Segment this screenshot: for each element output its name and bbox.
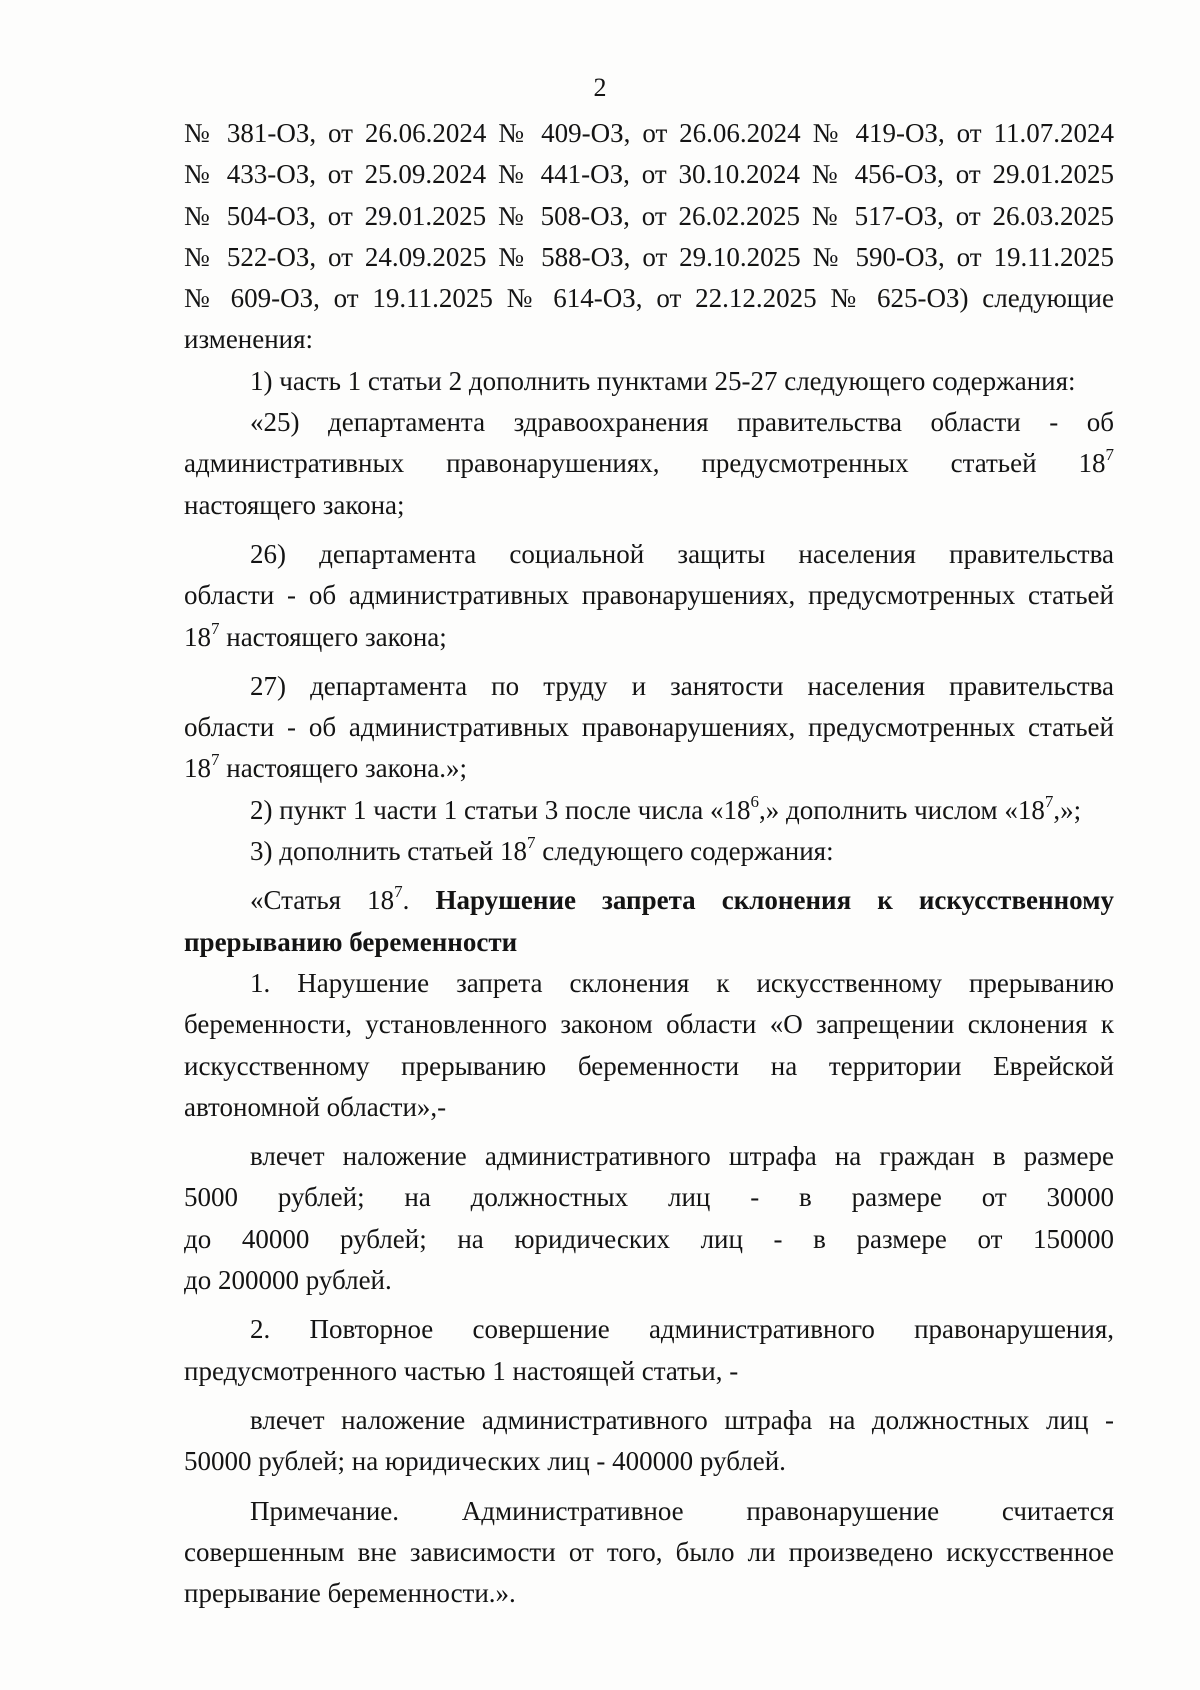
- part-2: [184, 1309, 1114, 1482]
- paragraph-25: [184, 402, 1114, 526]
- item-1: 1) часть 1 статьи 2 дополнить пунктами 25-27 следующего содержания:: [250, 365, 1076, 396]
- document-body: [184, 113, 1114, 1614]
- text-line: № 381-ОЗ, от 26.06.2024 № 409-ОЗ, от 26.06.2024 № 419-ОЗ, от 11.07.2024: [184, 118, 1114, 148]
- text-line: до 200000 рублей.: [184, 1265, 392, 1296]
- part-1: [184, 963, 1114, 1301]
- text-line: влечет наложение административного штрафа на граждан в размере: [250, 1141, 1114, 1172]
- text-line: до 40000 рублей; на юридических лиц - в размере от 150000: [184, 1223, 1114, 1254]
- text-line: предусмотренного частью 1 настоящей статьи, -: [184, 1355, 739, 1386]
- text-line: № 522-ОЗ, от 24.09.2025 № 588-ОЗ, от 29.10.2025 № 590-ОЗ, от 19.11.2025: [184, 241, 1114, 272]
- text-line: области - об административных правонарушениях, предусмотренных статьей: [184, 712, 1114, 743]
- text-line: изменения:: [184, 324, 314, 355]
- text-line: № 433-ОЗ, от 25.09.2024 № 441-ОЗ, от 30.10.2024 № 456-ОЗ, от 29.01.2025: [184, 159, 1114, 190]
- text-line: настоящего закона;: [184, 489, 405, 520]
- text-line: 26) департамента социальной защиты населения правительства: [250, 538, 1114, 569]
- item-3: 3) дополнить статьей $18^7$ следующего содержания:: [250, 833, 834, 867]
- text-line: Примечание. Административное правонарушение считается: [250, 1495, 1114, 1526]
- text-line: 5000 рублей; на должностных лиц - в размере от 30000: [184, 1182, 1114, 1213]
- page-number: 2: [593, 73, 607, 102]
- text-line: беременности, установленного законом области «О запрещении склонения к: [184, 1009, 1114, 1040]
- item-2: 2) пункт 1 части 1 статьи 3 после числа «$18^6$,» дополнить числом «$18^7$,»;: [250, 791, 1082, 825]
- text-line: «Статья $18^7$. Нарушение запрета склонения к искусственному: [250, 882, 1114, 916]
- text-line: 50000 рублей; на юридических лиц - 400000 рублей.: [184, 1446, 786, 1477]
- text-line: влечет наложение административного штрафа на должностных лиц -: [250, 1404, 1114, 1435]
- article-heading: [184, 880, 1114, 963]
- article-title: Нарушение запрета склонения к искусственному: [435, 885, 1114, 916]
- note: [184, 1491, 1114, 1615]
- paragraph-27: [184, 666, 1114, 790]
- text-line: совершенным вне зависимости от того, было ли произведено искусственное: [184, 1536, 1114, 1567]
- text-line: № 609-ОЗ, от 19.11.2025 № 614-ОЗ, от 22.12.2025 № 625-ОЗ) следующие: [184, 283, 1114, 314]
- article-title: прерыванию беременности: [184, 926, 518, 957]
- text-line: 27) департамента по труду и занятости населения правительства: [250, 670, 1114, 701]
- intro-paragraph: [184, 113, 1114, 361]
- text-line: области - об административных правонарушениях, предусмотренных статьей: [184, 580, 1114, 611]
- text-line: прерывание беременности.».: [184, 1578, 516, 1609]
- text-line: 1. Нарушение запрета склонения к искусственному прерыванию: [250, 967, 1114, 998]
- text-line: $18^7$ настоящего закона;: [184, 618, 447, 652]
- text-line: $18^7$ настоящего закона.»;: [184, 750, 468, 784]
- text-line: административных правонарушениях, предусмотренных статьей $18^7$: [184, 445, 1114, 479]
- text-line: искусственному прерыванию беременности на территории Еврейской: [184, 1050, 1114, 1081]
- text-line: № 504-ОЗ, от 29.01.2025 № 508-ОЗ, от 26.02.2025 № 517-ОЗ, от 26.03.2025: [184, 200, 1114, 231]
- text-line: 2. Повторное совершение административного правонарушения,: [250, 1314, 1114, 1345]
- paragraph-26: [184, 534, 1114, 658]
- text-line: «25) департамента здравоохранения правительства области - об: [250, 407, 1114, 438]
- text-line: автономной области»,-: [184, 1091, 447, 1122]
